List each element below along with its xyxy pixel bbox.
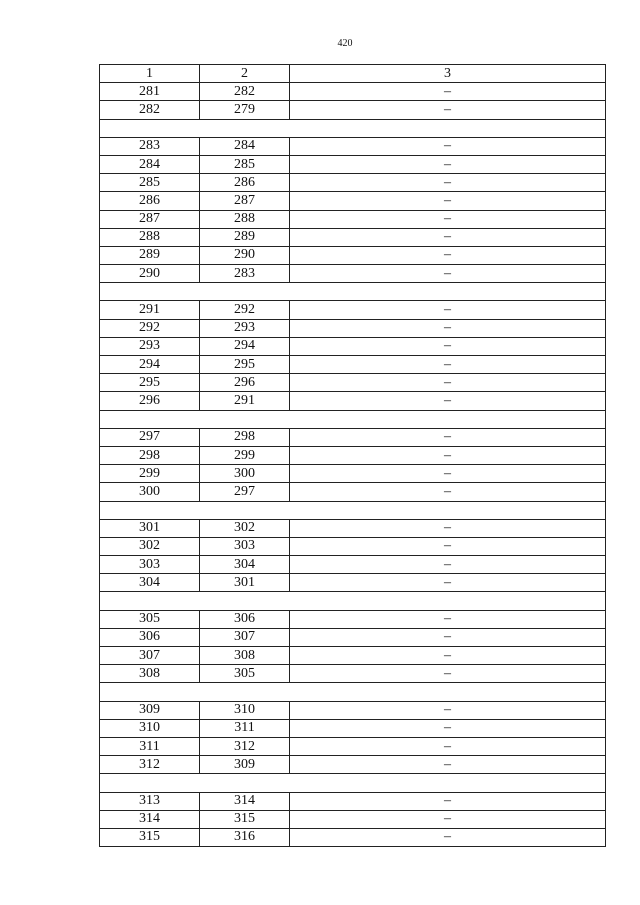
table-gap-row [100, 592, 606, 610]
table-row [100, 647, 606, 665]
table-cell-col1: 309 [100, 701, 200, 719]
table-cell-col2: 298 [200, 428, 290, 446]
table-row [100, 155, 606, 173]
table-cell-col2: 297 [200, 483, 290, 501]
table-cell-col1: 307 [100, 647, 200, 665]
table-cell-col1: 289 [100, 246, 200, 264]
table-cell-col2: 301 [200, 574, 290, 592]
table-cell-col2: 312 [200, 737, 290, 755]
table-row [100, 301, 606, 319]
table-cell-col1: 301 [100, 519, 200, 537]
table-cell-col1: 281 [100, 83, 200, 101]
table-cell-col1: 286 [100, 192, 200, 210]
table-row [100, 446, 606, 464]
table-row [100, 246, 606, 264]
table-row [100, 483, 606, 501]
table-row [100, 174, 606, 192]
table-cell-col2: 295 [200, 356, 290, 374]
table-row [100, 756, 606, 774]
table-gap-row [100, 283, 606, 301]
table-cell-col3: – [290, 483, 606, 501]
table-cell-col3: – [290, 265, 606, 283]
table-row [100, 610, 606, 628]
table-cell-col1: 300 [100, 483, 200, 501]
table-cell-col3: – [290, 356, 606, 374]
table-cell-col3: – [290, 737, 606, 755]
table-cell-col3: – [290, 465, 606, 483]
gap-cell [100, 683, 606, 701]
table-cell-col3: – [290, 428, 606, 446]
table-cell-col1: 290 [100, 265, 200, 283]
table-cell-col3: – [290, 83, 606, 101]
table-row [100, 210, 606, 228]
table-row [100, 137, 606, 155]
table-cell-col1: 299 [100, 465, 200, 483]
table-cell-col3: – [290, 810, 606, 828]
table-cell-col2: 291 [200, 392, 290, 410]
table-cell-col2: 303 [200, 537, 290, 555]
table-row [100, 83, 606, 101]
gap-cell [100, 501, 606, 519]
table-cell-col2: 314 [200, 792, 290, 810]
table-cell-col2: 290 [200, 246, 290, 264]
table-row [100, 392, 606, 410]
table-cell-col3: – [290, 519, 606, 537]
table-cell-col1: 284 [100, 155, 200, 173]
table-row [100, 556, 606, 574]
data-table [99, 64, 606, 847]
table-header-row [100, 65, 606, 83]
table-cell-col3: – [290, 301, 606, 319]
table-cell-col3: – [290, 192, 606, 210]
table-row [100, 356, 606, 374]
table-row [100, 574, 606, 592]
table-cell-col3: – [290, 446, 606, 464]
table-cell-col1: 314 [100, 810, 200, 828]
table-cell-col1: 303 [100, 556, 200, 574]
table-cell-col3: – [290, 610, 606, 628]
table-row [100, 792, 606, 810]
table-row [100, 701, 606, 719]
table-cell-col2: 302 [200, 519, 290, 537]
table-row [100, 537, 606, 555]
table-cell-col2: 279 [200, 101, 290, 119]
table-cell-col2: 292 [200, 301, 290, 319]
table-cell-col2: 308 [200, 647, 290, 665]
table-cell-col3: – [290, 537, 606, 555]
table-cell-col1: 293 [100, 337, 200, 355]
table-cell-col3: – [290, 228, 606, 246]
table-cell-col1: 312 [100, 756, 200, 774]
table-cell-col2: 294 [200, 337, 290, 355]
table-row [100, 192, 606, 210]
table-cell-col2: 287 [200, 192, 290, 210]
table-cell-col3: – [290, 101, 606, 119]
table-cell-col3: – [290, 392, 606, 410]
table-cell-col2: 305 [200, 665, 290, 683]
table-cell-col3: – [290, 665, 606, 683]
table-cell-col2: 282 [200, 83, 290, 101]
table-gap-row [100, 774, 606, 792]
gap-cell [100, 283, 606, 301]
table-cell-col3: – [290, 556, 606, 574]
table-row [100, 719, 606, 737]
table-cell-col3: – [290, 174, 606, 192]
table-cell-col2: 296 [200, 374, 290, 392]
table-cell-col3: – [290, 647, 606, 665]
table-cell-col1: 294 [100, 356, 200, 374]
table-cell-col1: 283 [100, 137, 200, 155]
table-cell-col1: 315 [100, 828, 200, 846]
table-row [100, 428, 606, 446]
gap-cell [100, 410, 606, 428]
table-cell-col1: 313 [100, 792, 200, 810]
table-cell-col1: 287 [100, 210, 200, 228]
gap-cell [100, 592, 606, 610]
table-cell-col2: 288 [200, 210, 290, 228]
table-cell-col1: 310 [100, 719, 200, 737]
table-cell-col2: 310 [200, 701, 290, 719]
table-cell-col2: 289 [200, 228, 290, 246]
table-cell-col1: 306 [100, 628, 200, 646]
table-cell-col1: 308 [100, 665, 200, 683]
table-cell-col1: 311 [100, 737, 200, 755]
table-cell-col1: 285 [100, 174, 200, 192]
table-row [100, 374, 606, 392]
table-cell-col2: 300 [200, 465, 290, 483]
table-cell-col3: – [290, 719, 606, 737]
table-cell-col1: 288 [100, 228, 200, 246]
page-number: 420 [337, 38, 353, 49]
table-cell-col2: 283 [200, 265, 290, 283]
table-cell-col3: – [290, 628, 606, 646]
column-header: 1 [100, 65, 200, 83]
table-row [100, 828, 606, 846]
table-row [100, 519, 606, 537]
table-cell-col3: – [290, 137, 606, 155]
column-header: 2 [200, 65, 290, 83]
table-cell-col2: 311 [200, 719, 290, 737]
gap-cell [100, 119, 606, 137]
table-cell-col3: – [290, 756, 606, 774]
table-cell-col3: – [290, 319, 606, 337]
table-gap-row [100, 119, 606, 137]
table-cell-col2: 309 [200, 756, 290, 774]
table-cell-col1: 282 [100, 101, 200, 119]
table-cell-col3: – [290, 337, 606, 355]
table-cell-col1: 291 [100, 301, 200, 319]
table-cell-col1: 298 [100, 446, 200, 464]
table-cell-col1: 304 [100, 574, 200, 592]
table-cell-col1: 305 [100, 610, 200, 628]
table-cell-col2: 293 [200, 319, 290, 337]
column-header: 3 [290, 65, 606, 83]
table-gap-row [100, 410, 606, 428]
table-cell-col1: 302 [100, 537, 200, 555]
table-row [100, 337, 606, 355]
table-cell-col3: – [290, 574, 606, 592]
table-row [100, 319, 606, 337]
table-body [100, 83, 606, 847]
table-cell-col2: 316 [200, 828, 290, 846]
table-cell-col3: – [290, 155, 606, 173]
table-cell-col2: 304 [200, 556, 290, 574]
table-cell-col1: 292 [100, 319, 200, 337]
table-row [100, 101, 606, 119]
table-cell-col1: 296 [100, 392, 200, 410]
table-cell-col2: 286 [200, 174, 290, 192]
table-cell-col3: – [290, 374, 606, 392]
table-cell-col2: 299 [200, 446, 290, 464]
table-gap-row [100, 683, 606, 701]
table-cell-col2: 307 [200, 628, 290, 646]
table-cell-col3: – [290, 246, 606, 264]
table-gap-row [100, 501, 606, 519]
table-cell-col2: 285 [200, 155, 290, 173]
gap-cell [100, 774, 606, 792]
table-cell-col3: – [290, 792, 606, 810]
table-cell-col3: – [290, 210, 606, 228]
table-row [100, 628, 606, 646]
table-cell-col1: 295 [100, 374, 200, 392]
table-row [100, 737, 606, 755]
table-cell-col2: 315 [200, 810, 290, 828]
table-cell-col3: – [290, 828, 606, 846]
table-cell-col2: 306 [200, 610, 290, 628]
table-row [100, 265, 606, 283]
table-row [100, 665, 606, 683]
table-row [100, 228, 606, 246]
table-row [100, 465, 606, 483]
table-cell-col3: – [290, 701, 606, 719]
table-cell-col2: 284 [200, 137, 290, 155]
table-cell-col1: 297 [100, 428, 200, 446]
table-row [100, 810, 606, 828]
